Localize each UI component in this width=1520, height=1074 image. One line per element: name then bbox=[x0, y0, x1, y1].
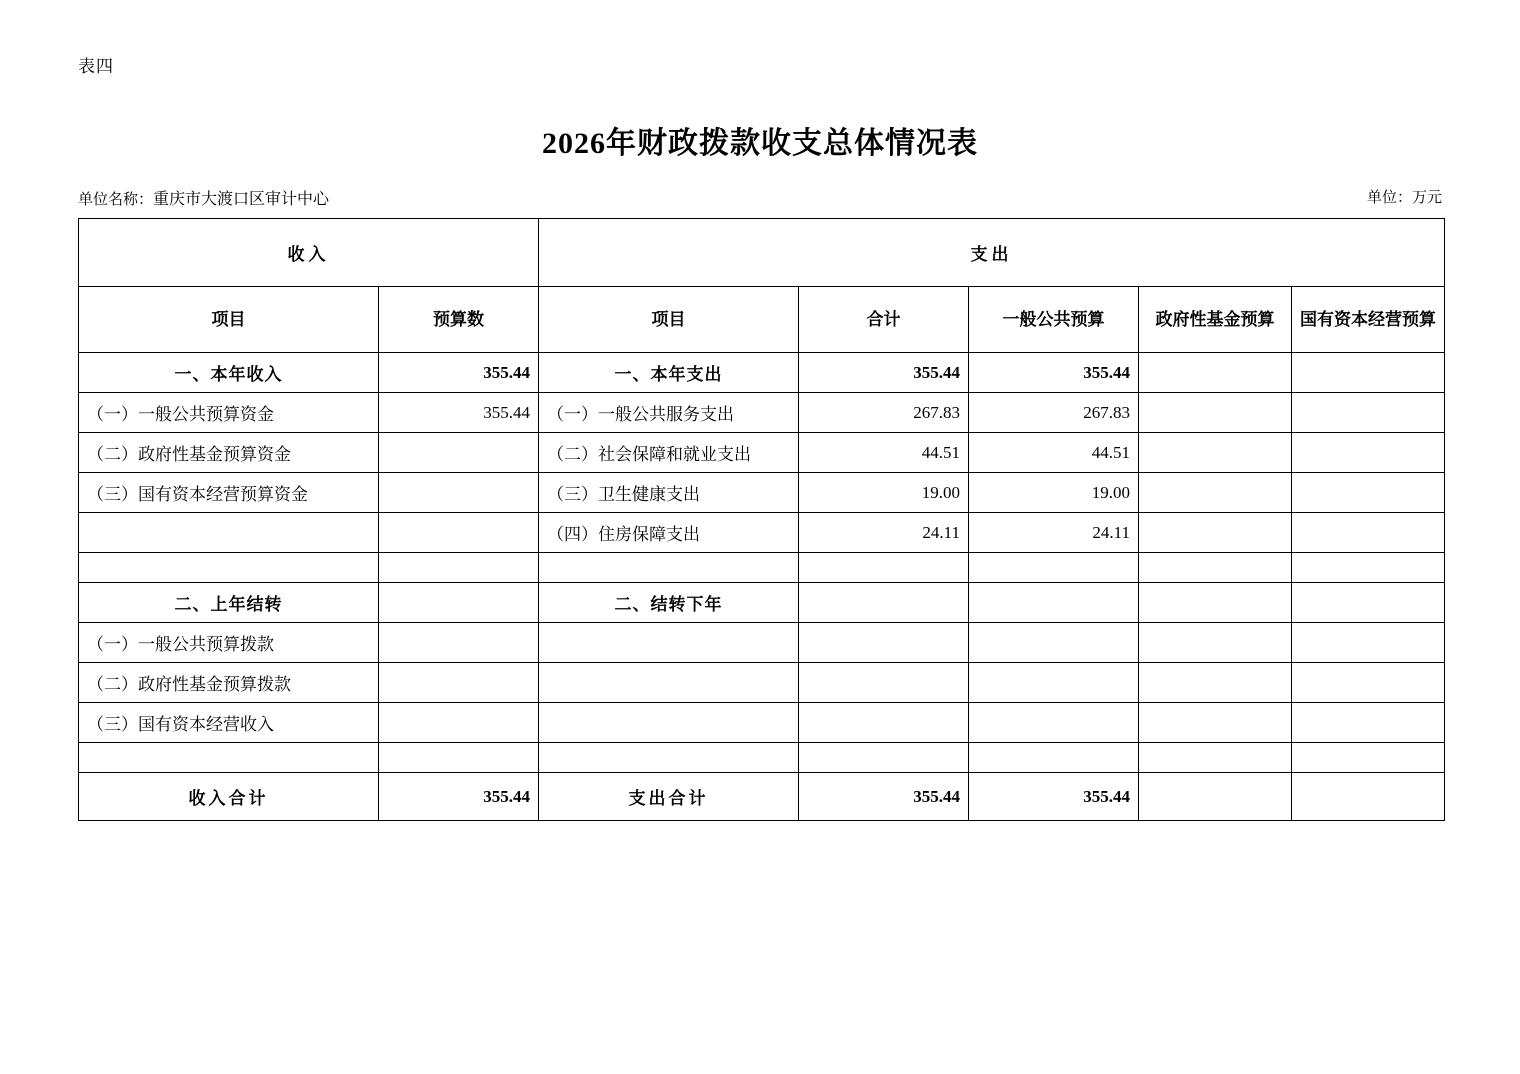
form-number-label: 表四 bbox=[78, 57, 114, 76]
exp-fund bbox=[1139, 583, 1292, 623]
exp-total: 267.83 bbox=[799, 393, 969, 433]
exp-label: 一、本年支出 bbox=[539, 353, 799, 393]
table-row bbox=[79, 353, 1445, 393]
column-header-exp-capital: 国有资本经营预算 bbox=[1292, 287, 1445, 353]
exp-total-value: 355.44 bbox=[799, 773, 969, 821]
exp-fund bbox=[1139, 353, 1292, 393]
exp-general bbox=[969, 663, 1139, 703]
income-value bbox=[379, 473, 539, 513]
income-value bbox=[379, 553, 539, 583]
exp-fund bbox=[1139, 473, 1292, 513]
exp-fund bbox=[1139, 433, 1292, 473]
column-header-exp-item: 项目 bbox=[539, 287, 799, 353]
table-row bbox=[79, 663, 1445, 703]
table-row bbox=[79, 743, 1445, 773]
exp-fund bbox=[1139, 663, 1292, 703]
exp-fund bbox=[1139, 703, 1292, 743]
exp-total: 44.51 bbox=[799, 433, 969, 473]
unit-name-label: 单位名称： bbox=[78, 192, 154, 208]
table-row bbox=[79, 433, 1445, 473]
exp-general bbox=[969, 553, 1139, 583]
income-label: （一）一般公共预算资金 bbox=[79, 393, 379, 433]
exp-total: 24.11 bbox=[799, 513, 969, 553]
income-label bbox=[79, 553, 379, 583]
income-label: 二、上年结转 bbox=[79, 583, 379, 623]
exp-general: 44.51 bbox=[969, 433, 1139, 473]
table-row bbox=[79, 473, 1445, 513]
exp-label bbox=[539, 553, 799, 583]
meta-row bbox=[78, 186, 1442, 208]
exp-total-label: 支出合计 bbox=[539, 773, 799, 821]
exp-general bbox=[969, 703, 1139, 743]
table-row bbox=[79, 553, 1445, 583]
exp-label bbox=[539, 663, 799, 703]
income-label: （三）国有资本经营预算资金 bbox=[79, 473, 379, 513]
exp-total: 355.44 bbox=[799, 353, 969, 393]
exp-total-fund bbox=[1139, 773, 1292, 821]
income-label: 一、本年收入 bbox=[79, 353, 379, 393]
exp-general bbox=[969, 583, 1139, 623]
exp-capital bbox=[1292, 583, 1445, 623]
exp-total-general: 355.44 bbox=[969, 773, 1139, 821]
income-value bbox=[379, 623, 539, 663]
exp-capital bbox=[1292, 513, 1445, 553]
exp-general: 355.44 bbox=[969, 353, 1139, 393]
table-total-row bbox=[79, 773, 1445, 821]
exp-label: （二）社会保障和就业支出 bbox=[539, 433, 799, 473]
income-label: （二）政府性基金预算资金 bbox=[79, 433, 379, 473]
income-total-label: 收入合计 bbox=[79, 773, 379, 821]
income-label: （三）国有资本经营收入 bbox=[79, 703, 379, 743]
exp-label: 二、结转下年 bbox=[539, 583, 799, 623]
income-label bbox=[79, 513, 379, 553]
exp-fund bbox=[1139, 623, 1292, 663]
exp-label: （三）卫生健康支出 bbox=[539, 473, 799, 513]
exp-capital bbox=[1292, 553, 1445, 583]
column-header-exp-total: 合计 bbox=[799, 287, 969, 353]
exp-general bbox=[969, 743, 1139, 773]
table-row bbox=[79, 583, 1445, 623]
exp-fund bbox=[1139, 553, 1292, 583]
exp-general: 24.11 bbox=[969, 513, 1139, 553]
income-label: （一）一般公共预算拨款 bbox=[79, 623, 379, 663]
group-header-expenditure: 支出 bbox=[539, 219, 1445, 287]
unit-name-value: 重庆市大渡口区审计中心 bbox=[153, 191, 330, 208]
exp-capital bbox=[1292, 393, 1445, 433]
column-header-exp-fund: 政府性基金预算 bbox=[1139, 287, 1292, 353]
income-value: 355.44 bbox=[379, 393, 539, 433]
exp-capital bbox=[1292, 703, 1445, 743]
exp-label: （一）一般公共服务支出 bbox=[539, 393, 799, 433]
column-header-exp-general: 一般公共预算 bbox=[969, 287, 1139, 353]
table-row bbox=[79, 513, 1445, 553]
exp-fund bbox=[1139, 513, 1292, 553]
table-row bbox=[79, 393, 1445, 433]
exp-general: 267.83 bbox=[969, 393, 1139, 433]
exp-total: 19.00 bbox=[799, 473, 969, 513]
income-value bbox=[379, 663, 539, 703]
exp-general bbox=[969, 623, 1139, 663]
income-value bbox=[379, 583, 539, 623]
exp-total bbox=[799, 663, 969, 703]
exp-label bbox=[539, 743, 799, 773]
table-group-header-row bbox=[79, 219, 1445, 287]
income-label bbox=[79, 743, 379, 773]
exp-fund bbox=[1139, 743, 1292, 773]
exp-label bbox=[539, 703, 799, 743]
income-value bbox=[379, 703, 539, 743]
income-label: （二）政府性基金预算拨款 bbox=[79, 663, 379, 703]
exp-total bbox=[799, 553, 969, 583]
exp-label bbox=[539, 623, 799, 663]
table-column-header-row bbox=[79, 287, 1445, 353]
column-header-income-item: 项目 bbox=[79, 287, 379, 353]
income-value bbox=[379, 433, 539, 473]
budget-table bbox=[78, 218, 1445, 821]
income-value bbox=[379, 743, 539, 773]
income-value bbox=[379, 513, 539, 553]
exp-capital bbox=[1292, 663, 1445, 703]
exp-capital bbox=[1292, 623, 1445, 663]
exp-capital bbox=[1292, 473, 1445, 513]
exp-label: （四）住房保障支出 bbox=[539, 513, 799, 553]
exp-capital bbox=[1292, 353, 1445, 393]
income-value: 355.44 bbox=[379, 353, 539, 393]
income-total-value: 355.44 bbox=[379, 773, 539, 821]
exp-total-capital bbox=[1292, 773, 1445, 821]
group-header-income: 收入 bbox=[79, 219, 539, 287]
exp-capital bbox=[1292, 433, 1445, 473]
exp-total bbox=[799, 583, 969, 623]
amount-unit-label: 单位：万元 bbox=[1366, 190, 1442, 206]
column-header-income-budget: 预算数 bbox=[379, 287, 539, 353]
exp-fund bbox=[1139, 393, 1292, 433]
exp-total bbox=[799, 623, 969, 663]
exp-total bbox=[799, 703, 969, 743]
exp-general: 19.00 bbox=[969, 473, 1139, 513]
exp-capital bbox=[1292, 743, 1445, 773]
table-row bbox=[79, 623, 1445, 663]
unit-name-block bbox=[78, 186, 329, 209]
exp-total bbox=[799, 743, 969, 773]
table-row bbox=[79, 703, 1445, 743]
page-title: 2026年财政拨款收支总体情况表 bbox=[542, 127, 978, 160]
